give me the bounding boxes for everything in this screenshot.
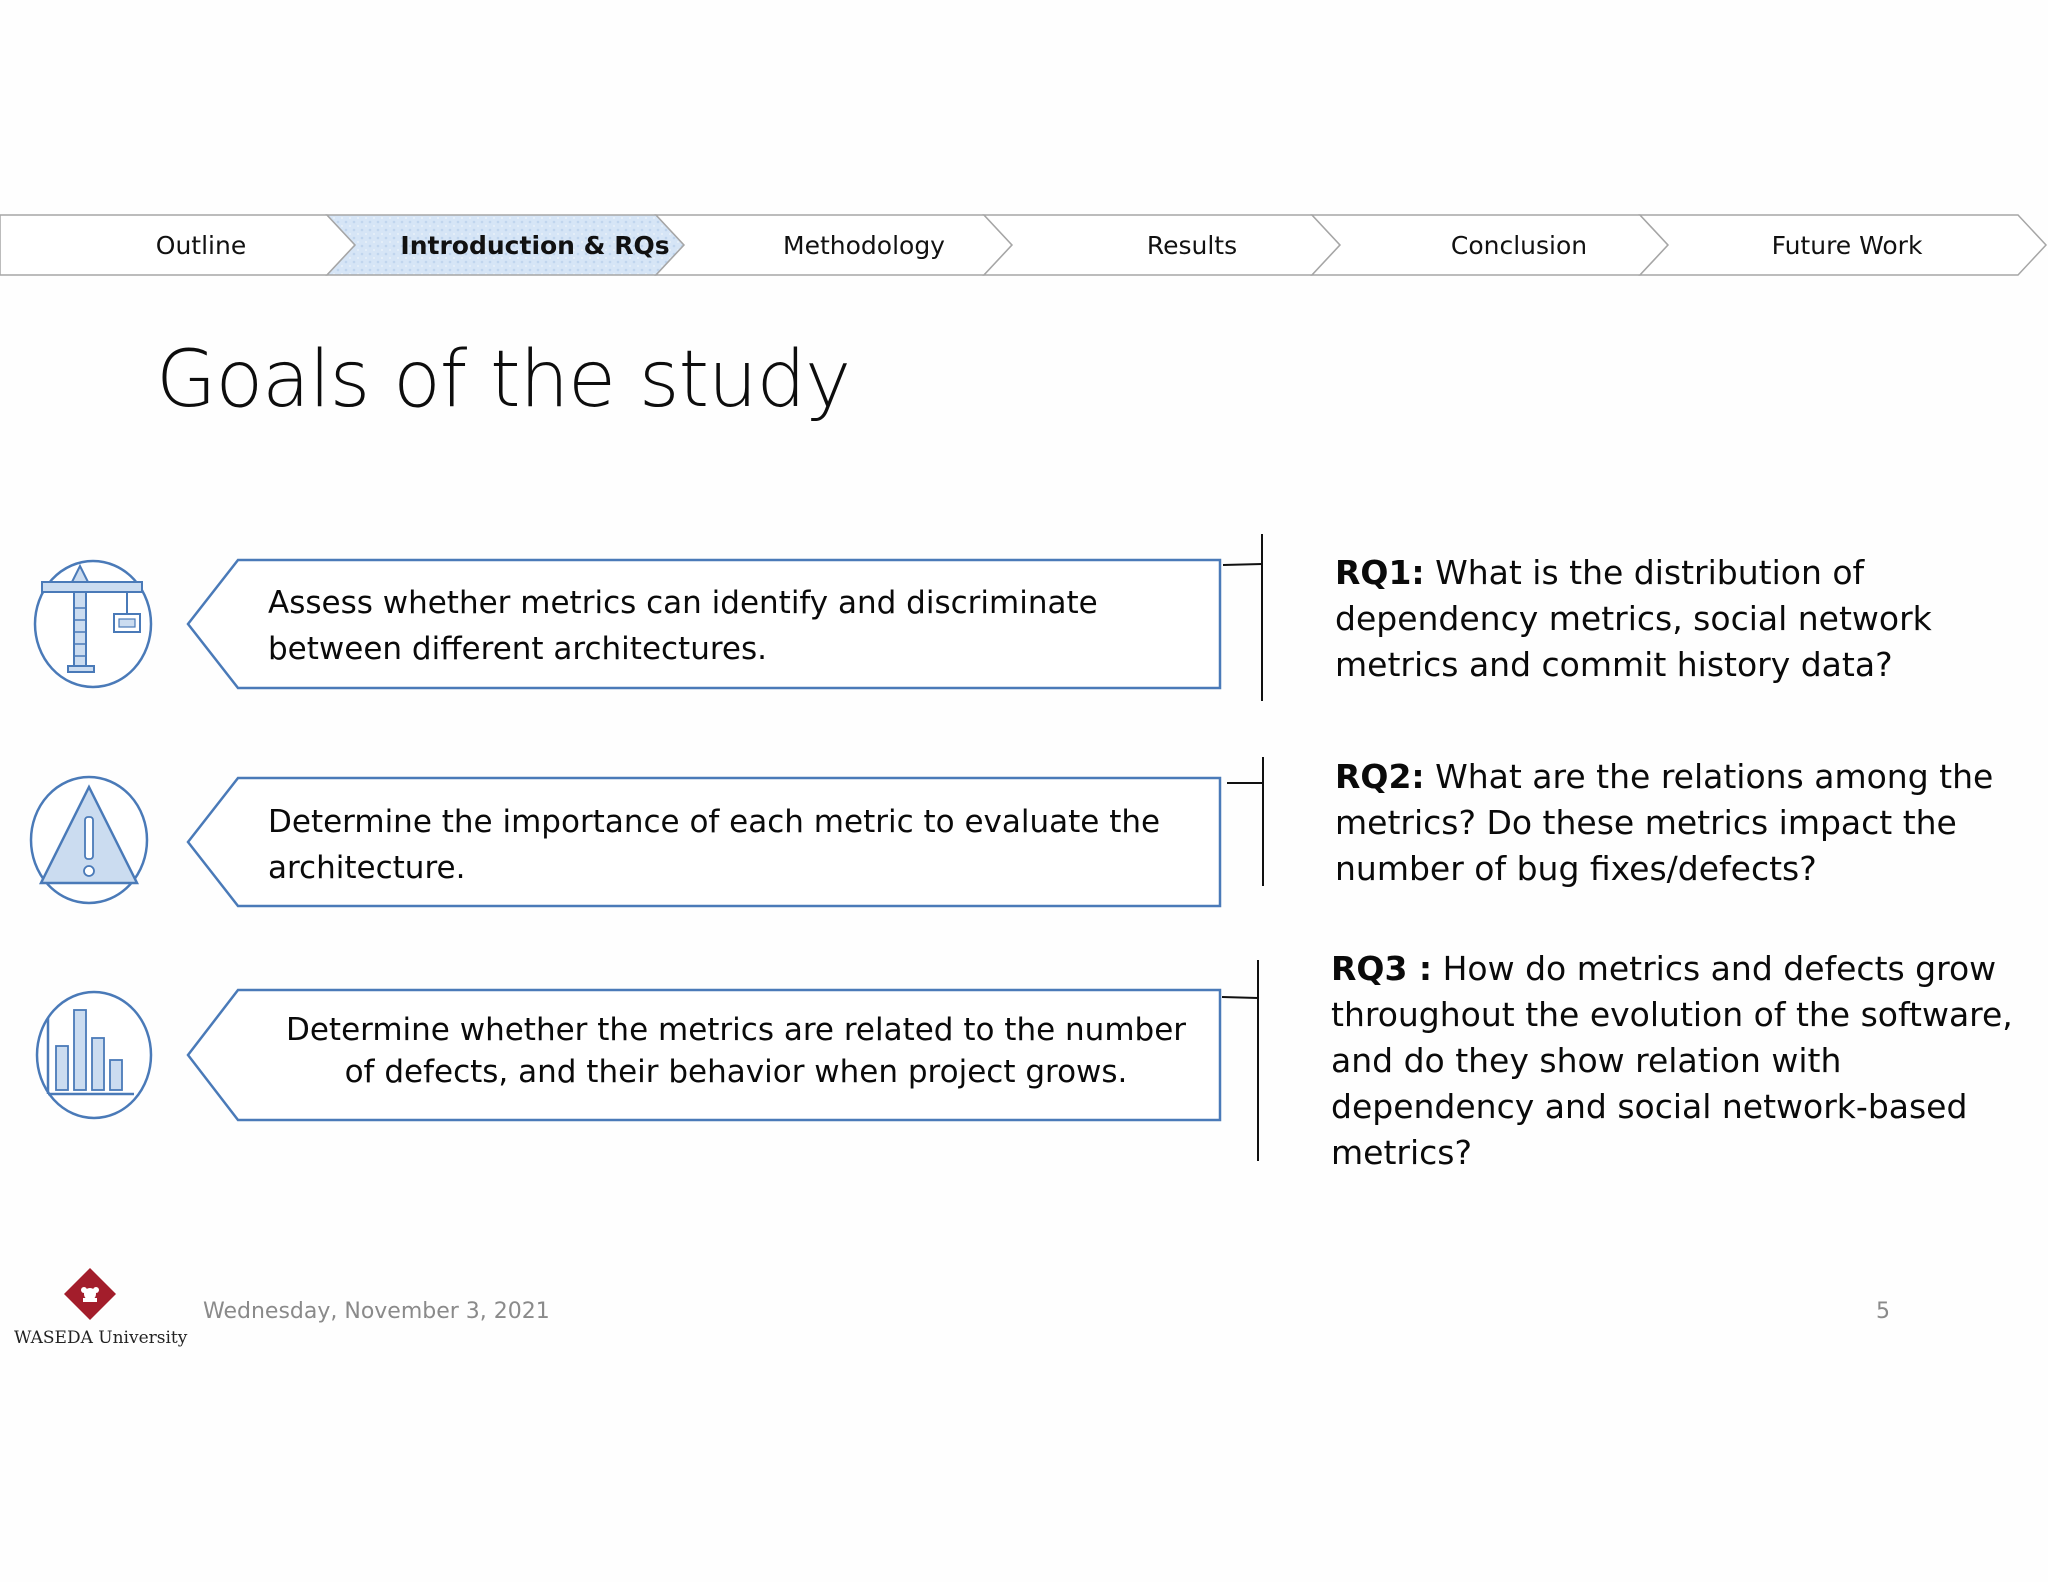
rq1-label: RQ1: bbox=[1335, 553, 1425, 592]
goal-2-line-1: Determine the importance of each metric to evaluate the bbox=[268, 804, 1161, 840]
crane-icon bbox=[32, 558, 154, 690]
rq1-line-3: metrics and commit history data? bbox=[1335, 645, 1893, 684]
rq1-line-2: dependency metrics, social network bbox=[1335, 599, 1932, 638]
goal-text-1 bbox=[268, 580, 1208, 672]
bar-chart-icon bbox=[34, 990, 154, 1120]
page-number: 5 bbox=[1876, 1299, 1890, 1324]
rq2-line-2: metrics? Do these metrics impact the bbox=[1335, 803, 1957, 842]
rq3-line-4: dependency and social network-based bbox=[1331, 1087, 1968, 1126]
rq1-block bbox=[1335, 550, 2015, 688]
rq3-line-1: How do metrics and defects grow bbox=[1432, 949, 1997, 988]
nav-label-outline: Outline bbox=[155, 231, 247, 260]
nav-label-future-work: Future Work bbox=[1771, 231, 1923, 260]
university-logo-text: WASEDA University bbox=[14, 1328, 188, 1348]
bracket-connector-1 bbox=[1222, 533, 1264, 703]
rq3-block bbox=[1331, 946, 2021, 1176]
section-progress-bar bbox=[0, 212, 2048, 278]
rq3-line-2: throughout the evolution of the software, bbox=[1331, 995, 2013, 1034]
rq3-line-5: metrics? bbox=[1331, 1133, 1472, 1172]
goal-3-line-2: of defects, and their behavior when project grows. bbox=[344, 1054, 1128, 1090]
rq2-line-1: What are the relations among the bbox=[1424, 757, 1994, 796]
goal-1-line-2: between different architectures. bbox=[268, 631, 767, 667]
goal-1-line-1: Assess whether metrics can identify and discriminate bbox=[268, 585, 1098, 621]
nav-label-conclusion: Conclusion bbox=[1450, 231, 1588, 260]
goal-3-line-1: Determine whether the metrics are related to the number bbox=[285, 1012, 1187, 1048]
page-title: Goals of the study bbox=[156, 335, 851, 425]
rq2-label: RQ2: bbox=[1335, 757, 1425, 796]
rq1-line-1: What is the distribution of bbox=[1424, 553, 1865, 592]
rq3-label: RQ3 : bbox=[1331, 949, 1433, 988]
rq2-block bbox=[1335, 754, 2015, 892]
bracket-connector-2 bbox=[1226, 756, 1266, 888]
rq2-line-3: number of bug fixes/defects? bbox=[1335, 849, 1817, 888]
nav-label-methodology: Methodology bbox=[783, 231, 945, 260]
nav-label-results: Results bbox=[1146, 231, 1238, 260]
nav-label-introduction: Introduction & RQs bbox=[400, 231, 670, 260]
waseda-logo-icon bbox=[62, 1266, 118, 1322]
footer-date: Wednesday, November 3, 2021 bbox=[203, 1299, 550, 1324]
goal-2-line-2: architecture. bbox=[268, 850, 466, 886]
bracket-connector-3 bbox=[1221, 959, 1261, 1163]
goal-text-2 bbox=[268, 799, 1208, 891]
warning-icon bbox=[29, 775, 149, 905]
goal-text-3 bbox=[256, 1009, 1216, 1093]
rq3-line-3: and do they show relation with bbox=[1331, 1041, 1842, 1080]
